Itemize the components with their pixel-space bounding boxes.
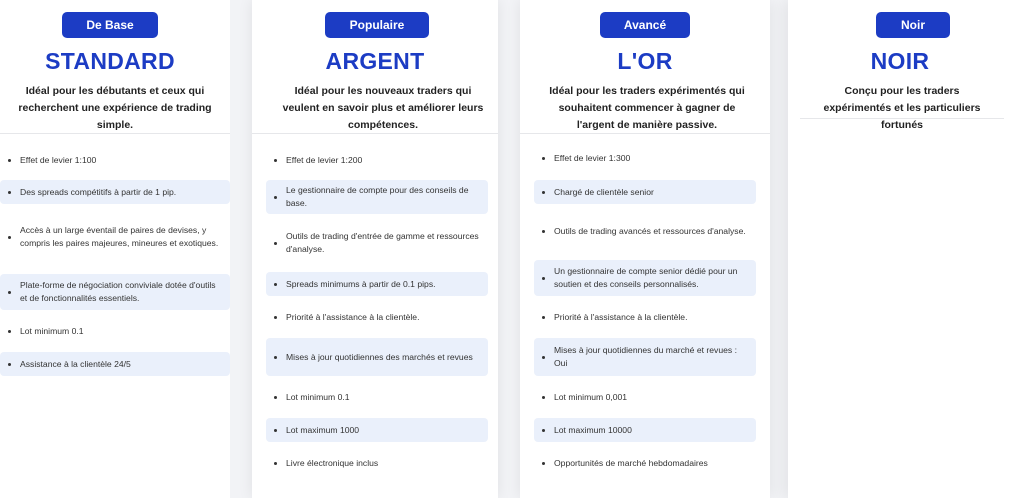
feature-item: Priorité à l'assistance à la clientèle. xyxy=(266,306,488,328)
bullet-icon xyxy=(542,396,545,399)
bullet-icon xyxy=(542,230,545,233)
bullet-icon xyxy=(542,277,545,280)
bullet-icon xyxy=(8,191,11,194)
feature-item: Lot maximum 1000 xyxy=(266,418,488,442)
bullet-icon xyxy=(542,191,545,194)
feature-item: Mises à jour quotidiennes du marché et revues : Oui xyxy=(534,338,756,376)
plan-title: NOIR xyxy=(870,48,930,74)
feature-item: Livre électronique inclus xyxy=(266,452,488,474)
feature-item: Chargé de clientèle senior xyxy=(534,180,756,204)
plan-divider xyxy=(520,133,770,134)
bullet-icon xyxy=(8,159,11,162)
plan-description: Idéal pour les nouveaux traders qui veulent en savoir plus et améliorer leurs compétences. xyxy=(282,85,484,131)
bullet-icon xyxy=(274,462,277,465)
bullet-icon xyxy=(274,316,277,319)
feature-item: Outils de trading avancés et ressources d'analyse. xyxy=(534,214,756,248)
bullet-icon xyxy=(274,429,277,432)
plan-description: Idéal pour les débutants et ceux qui recherchent une expérience de trading simple. xyxy=(18,85,212,131)
bullet-icon xyxy=(542,462,545,465)
plan-badge: Populaire xyxy=(325,12,429,38)
feature-item: Opportunités de marché hebdomadaires xyxy=(534,452,756,474)
bullet-icon xyxy=(542,429,545,432)
bullet-icon xyxy=(274,242,277,245)
feature-item: Priorité à l'assistance à la clientèle. xyxy=(534,306,756,328)
feature-item: Effet de levier 1:200 xyxy=(266,150,488,170)
plan-card-argent xyxy=(252,0,498,498)
feature-item: Lot minimum 0.1 xyxy=(266,386,488,408)
plan-badge: De Base xyxy=(62,12,158,38)
bullet-icon xyxy=(542,157,545,160)
feature-item: Lot minimum 0.1 xyxy=(0,320,230,342)
plan-description: Idéal pour les traders expérimentés qui souhaitent commencer à gagner de l'argent de manière passive. xyxy=(549,85,745,131)
bullet-icon xyxy=(8,363,11,366)
feature-item: Lot maximum 10000 xyxy=(534,418,756,442)
plan-title: L'OR xyxy=(617,48,673,74)
plan-badge: Noir xyxy=(876,12,950,38)
bullet-icon xyxy=(274,159,277,162)
bullet-icon xyxy=(8,236,11,239)
plan-description: Conçu pour les traders expérimentés et les particuliers fortunés xyxy=(823,85,981,131)
feature-item: Outils de trading d'entrée de gamme et ressources d'analyse. xyxy=(266,226,488,260)
plan-divider xyxy=(0,133,230,134)
feature-item: Le gestionnaire de compte pour des conseils de base. xyxy=(266,180,488,214)
feature-item: Des spreads compétitifs à partir de 1 pip. xyxy=(0,180,230,204)
feature-item: Lot minimum 0,001 xyxy=(534,386,756,408)
feature-item: Effet de levier 1:100 xyxy=(0,150,230,170)
bullet-icon xyxy=(274,196,277,199)
plan-title: STANDARD xyxy=(45,48,175,74)
feature-item: Accès à un large éventail de paires de devises, y compris les paires majeures, mineures et exotiques. xyxy=(0,214,230,260)
plan-card-lor xyxy=(520,0,770,498)
bullet-icon xyxy=(8,291,11,294)
bullet-icon xyxy=(274,356,277,359)
feature-item: Assistance à la clientèle 24/5 xyxy=(0,352,230,376)
feature-item: Spreads minimums à partir de 0.1 pips. xyxy=(266,272,488,296)
plan-divider xyxy=(800,118,1004,119)
feature-item: Mises à jour quotidiennes des marchés et revues xyxy=(266,338,488,376)
bullet-icon xyxy=(542,356,545,359)
feature-item: Un gestionnaire de compte senior dédié pour un soutien et des conseils personnalisés. xyxy=(534,260,756,296)
bullet-icon xyxy=(8,330,11,333)
feature-item: Effet de levier 1:300 xyxy=(534,148,756,168)
feature-item: Plate-forme de négociation conviviale dotée d'outils et de fonctionnalités essentiels. xyxy=(0,274,230,310)
bullet-icon xyxy=(274,283,277,286)
plan-badge: Avancé xyxy=(600,12,690,38)
plan-card-noir xyxy=(788,0,1024,498)
plan-title: ARGENT xyxy=(325,48,425,74)
plan-card-standard xyxy=(0,0,230,498)
plan-divider xyxy=(252,133,498,134)
bullet-icon xyxy=(274,396,277,399)
bullet-icon xyxy=(542,316,545,319)
